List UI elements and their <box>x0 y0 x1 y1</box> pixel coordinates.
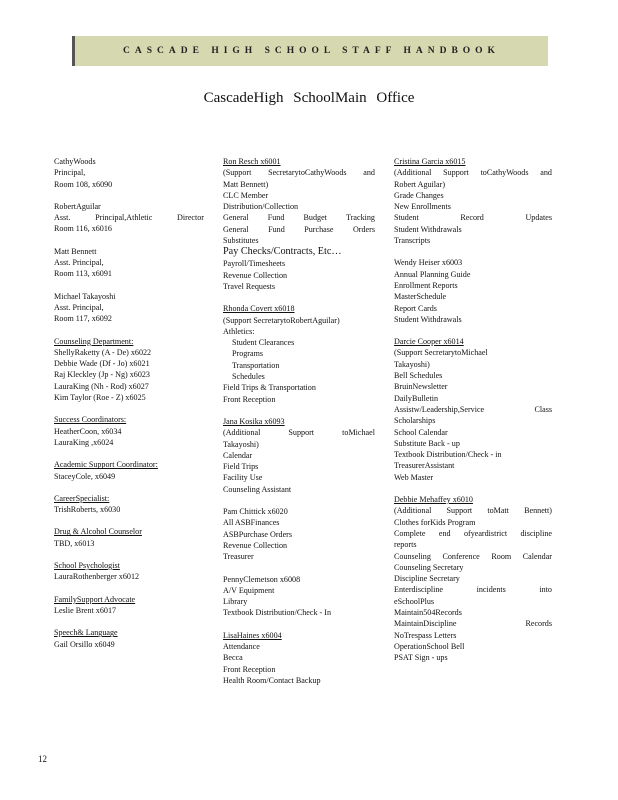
staff-name: Counseling Department: <box>54 336 134 346</box>
staff-duty: Robert Aguilar) <box>394 179 446 189</box>
staff-duty: Asst. Principal, <box>54 302 104 312</box>
staff-duty: A/V Equipment <box>223 585 275 595</box>
word: and <box>540 168 552 178</box>
staff-entry <box>223 416 375 495</box>
staff-duty: Travel Requests <box>223 281 276 291</box>
staff-duty: Pay Checks/Contracts, Etc… <box>223 246 342 258</box>
staff-duty: HeatherCoon, x6034 <box>54 426 122 436</box>
staff-name: Success Coordinators: <box>54 415 127 425</box>
staff-duty <box>223 212 375 223</box>
word: MaintainDiscipline <box>394 619 457 629</box>
staff-duty: CLC Member <box>223 190 269 200</box>
word: General <box>223 224 249 234</box>
staff-duty: New Enrollments <box>394 202 451 212</box>
staff-duty: Transcripts <box>394 236 431 246</box>
staff-duty: NoTrespass Letters <box>394 630 457 640</box>
word: and <box>363 168 375 178</box>
staff-duty <box>54 212 204 223</box>
staff-duty <box>394 528 552 539</box>
staff-column-3 <box>394 156 552 674</box>
staff-name: RobertAguilar <box>54 201 101 211</box>
staff-entry <box>223 574 375 619</box>
word: Fund <box>267 213 285 223</box>
staff-duty: Textbook Distribution/Check - in <box>394 450 502 460</box>
staff-name: CathyWoods <box>54 157 96 166</box>
staff-duty: Payroll/Timesheets <box>223 259 286 269</box>
staff-name: School Psychologist <box>54 561 120 571</box>
staff-duty: Becca <box>223 653 243 663</box>
staff-duty: Facility Use <box>223 473 263 483</box>
word: toCathyWoods <box>480 168 529 178</box>
staff-duty <box>223 224 375 235</box>
staff-duty: Raj Kleckley (Jp - Ng) x6023 <box>54 370 150 380</box>
word: (Additional <box>394 168 432 178</box>
word: Complete <box>394 528 426 538</box>
staff-name: FamilySupport Advocate <box>54 594 136 604</box>
handbook-banner <box>72 36 548 66</box>
staff-duty <box>394 551 552 562</box>
word: Fund <box>268 224 285 234</box>
staff-duty: Debbie Wade (Df - Jo) x6021 <box>54 359 150 369</box>
staff-name: Jana Kosika x6093 <box>223 416 285 426</box>
word: Conference <box>442 551 480 561</box>
word: Bennett) <box>524 506 552 516</box>
staff-duty: Programs <box>232 349 264 359</box>
staff-name: Rhonda Covert x6018 <box>223 304 295 314</box>
word: Calendar <box>522 551 552 561</box>
staff-duty: LauraRothenberger x6012 <box>54 572 140 582</box>
word: Support <box>446 506 473 516</box>
staff-duty: DailyBulletin <box>394 393 439 403</box>
staff-duty: Substitutes <box>223 236 259 246</box>
staff-duty: reports <box>394 540 417 550</box>
page-number: 12 <box>38 754 47 764</box>
staff-duty: Field Trips <box>223 462 259 472</box>
staff-duty: Revenue Collection <box>223 270 288 280</box>
staff-entry <box>54 594 204 617</box>
staff-column-2 <box>223 156 375 697</box>
staff-name: Matt Bennett <box>54 246 97 256</box>
word: Tracking <box>346 213 375 223</box>
staff-duty: Transportation <box>232 360 280 370</box>
word: Counseling <box>394 551 431 561</box>
staff-name: Speech& Language <box>54 628 118 638</box>
staff-name: Drug & Alcohol Counselor <box>54 527 142 537</box>
word: (Additional <box>394 506 432 516</box>
staff-duty: TreasurerAssistant <box>394 461 455 471</box>
staff-duty: Takayoshi) <box>394 359 430 369</box>
staff-duty <box>394 212 552 223</box>
staff-duty: Counseling Assistant <box>223 484 292 494</box>
staff-duty <box>223 167 375 178</box>
staff-entry <box>54 291 204 325</box>
staff-duty: Kim Taylor (Roe - Z) x6025 <box>54 393 146 403</box>
staff-duty: Asst. Principal, <box>54 258 104 268</box>
staff-name: LisaHaines x6004 <box>223 630 282 640</box>
staff-duty: PSAT Sign - ups <box>394 653 448 663</box>
staff-duty: Room 113, x6091 <box>54 269 112 279</box>
word: toMatt <box>487 506 509 516</box>
staff-name: Ron Resch x6001 <box>223 157 281 166</box>
staff-entry <box>54 156 204 190</box>
word: Assistw/Leadership,Service <box>394 404 485 414</box>
staff-duty: Distribution/Collection <box>223 202 299 212</box>
word: SecretarytoCathyWoods <box>268 168 347 178</box>
staff-duty: Takayoshi) <box>223 439 259 449</box>
staff-duty: Room 117, x6092 <box>54 314 112 324</box>
staff-duty: OperationSchool Bell <box>394 641 465 651</box>
staff-duty: Scholarships <box>394 416 436 426</box>
staff-entry <box>223 630 375 686</box>
staff-duty: Library <box>223 597 248 607</box>
staff-duty: Health Room/Contact Backup <box>223 675 321 685</box>
staff-duty: LauraKing (Nh - Rod) x6027 <box>54 381 149 391</box>
staff-name: CareerSpecialist: <box>54 493 110 503</box>
staff-entry <box>223 506 375 562</box>
word: Enterdiscipline <box>394 585 443 595</box>
staff-duty: Maintain504Records <box>394 607 462 617</box>
word: Budget <box>303 213 327 223</box>
staff-duty: All ASBFinances <box>223 518 280 528</box>
staff-entry <box>394 156 552 246</box>
staff-entry <box>394 257 552 325</box>
word: discipline <box>520 528 552 538</box>
word: Purchase <box>304 224 334 234</box>
staff-name: PennyClemetson x6008 <box>223 574 301 584</box>
word: end <box>438 528 451 538</box>
staff-entry <box>394 336 552 483</box>
staff-entry <box>54 414 204 448</box>
staff-duty <box>394 404 552 415</box>
staff-duty: Attendance <box>223 641 260 651</box>
staff-duty: Bell Schedules <box>394 371 443 381</box>
staff-duty: School Calendar <box>394 427 448 437</box>
word: Orders <box>352 224 375 234</box>
staff-name: Cristina Garcia x6015 <box>394 157 466 166</box>
staff-duty: (Support SecretarytoRobertAguilar) <box>223 315 340 325</box>
staff-entry <box>54 336 204 404</box>
word: Support <box>288 428 315 438</box>
staff-duty: MasterSchedule <box>394 292 447 302</box>
staff-duty: Annual Planning Guide <box>394 269 471 279</box>
banner-title: CASCADE HIGH SCHOOL STAFF HANDBOOK <box>123 46 500 56</box>
staff-duty: Gail Orsillo x6049 <box>54 639 115 649</box>
staff-entry <box>54 246 204 280</box>
staff-duty <box>394 618 552 629</box>
staff-name: Darcie Cooper x6014 <box>394 337 464 347</box>
staff-duty: ASBPurchase Orders <box>223 529 293 539</box>
staff-duty: ShellyRaketty (A - De) x6022 <box>54 347 152 357</box>
staff-duty: Leslie Brent x6017 <box>54 605 117 615</box>
word: Room <box>491 551 512 561</box>
word: Director <box>177 213 204 223</box>
staff-duty <box>394 584 552 595</box>
staff-duty: Field Trips & Transportation <box>223 383 316 393</box>
staff-entry <box>54 459 204 482</box>
staff-duty: Report Cards <box>394 303 437 313</box>
staff-duty: Schedules <box>232 372 265 382</box>
staff-duty: Discipline Secretary <box>394 574 460 584</box>
word: Class <box>534 404 552 414</box>
staff-duty: Student Withdrawals <box>394 224 462 234</box>
staff-name: Debbie Mehaffey x6010 <box>394 495 473 505</box>
word: (Additional <box>223 428 261 438</box>
staff-name: Michael Takayoshi <box>54 291 116 301</box>
staff-entry <box>223 156 375 292</box>
staff-duty: Principal, <box>54 168 86 178</box>
staff-duty: Enrollment Reports <box>394 280 458 290</box>
staff-duty: Front Reception <box>223 394 276 404</box>
word: toMichael <box>342 428 375 438</box>
staff-duty: Student Clearances <box>232 338 295 348</box>
staff-entry <box>54 201 204 235</box>
staff-duty: TBD, x6013 <box>54 538 95 548</box>
staff-duty: Clothes forKids Program <box>394 517 476 527</box>
staff-entry <box>54 493 204 516</box>
word: Records <box>525 619 552 629</box>
staff-duty: (Support SecretarytoMichael <box>394 348 488 358</box>
staff-duty <box>394 167 552 178</box>
staff-duty: Front Reception <box>223 664 276 674</box>
staff-entry <box>54 560 204 583</box>
staff-entry <box>54 627 204 650</box>
word: Updates <box>525 213 552 223</box>
page-title: CascadeHigh SchoolMain Office <box>203 90 415 106</box>
staff-duty: TrishRoberts, x6030 <box>54 505 121 515</box>
staff-name: Academic Support Coordinator: <box>54 460 158 470</box>
word: General <box>223 213 249 223</box>
staff-duty <box>394 505 552 516</box>
staff-duty: Grade Changes <box>394 190 444 200</box>
staff-duty: Athletics: <box>223 326 255 336</box>
staff-duty: Revenue Collection <box>223 540 288 550</box>
word: Asst. <box>54 213 71 223</box>
staff-duty: eSchoolPlus <box>394 596 435 606</box>
staff-entry <box>394 494 552 663</box>
staff-duty <box>223 427 375 438</box>
staff-duty: BruinNewsletter <box>394 382 448 392</box>
word: Student <box>394 213 419 223</box>
staff-name: Wendy Heiser x6003 <box>394 258 463 268</box>
word: incidents <box>476 585 506 595</box>
word: ofyeardistrict <box>463 528 508 538</box>
staff-duty: Matt Bennett) <box>223 179 269 189</box>
staff-duty: Room 108, x6090 <box>54 179 113 189</box>
staff-duty: Calendar <box>223 450 253 460</box>
staff-duty: Room 116, x6016 <box>54 224 112 234</box>
staff-duty: Substitute Back - up <box>394 438 460 448</box>
word: into <box>539 585 552 595</box>
staff-entry <box>223 303 375 405</box>
staff-duty: Counseling Secretary <box>394 562 464 572</box>
staff-duty: Web Master <box>394 472 434 482</box>
staff-entry <box>54 526 204 549</box>
staff-column-1 <box>54 156 204 661</box>
staff-duty: StaceyCole, x6049 <box>54 471 116 481</box>
staff-duty: Textbook Distribution/Check - In <box>223 608 332 618</box>
word: (Support <box>223 168 252 178</box>
staff-name: Pam Chittick x6020 <box>223 507 288 517</box>
staff-duty: Student Withdrawals <box>394 314 462 324</box>
staff-duty: LauraKing ,x6024 <box>54 437 114 447</box>
word: Support <box>443 168 469 178</box>
word: Record <box>460 213 484 223</box>
staff-duty: Treasurer <box>223 552 254 562</box>
word: Principal,Athletic <box>95 213 153 223</box>
